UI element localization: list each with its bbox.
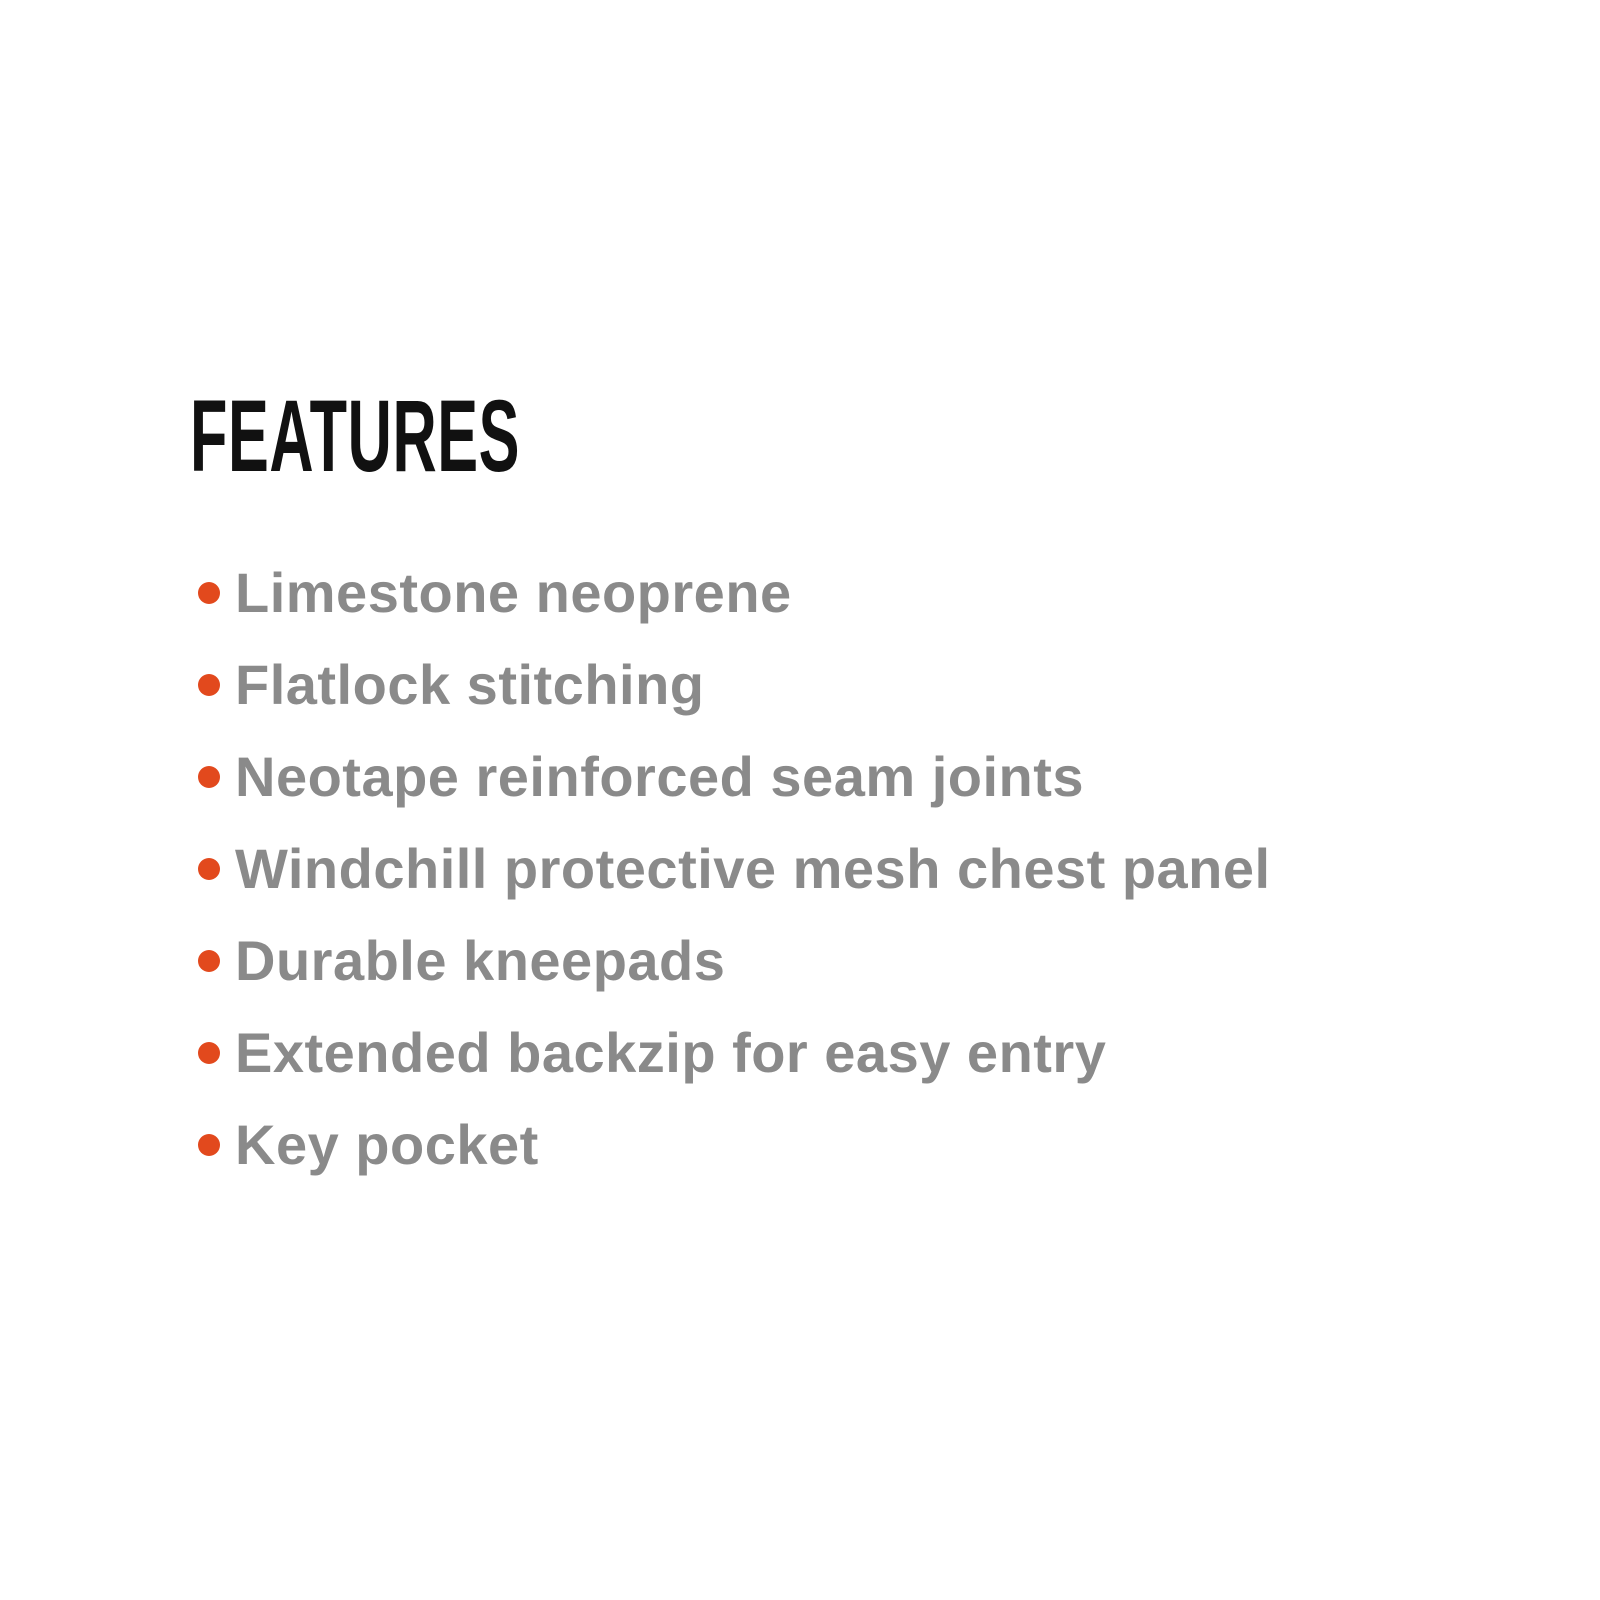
list-item [190, 730, 1271, 822]
list-item [190, 1006, 1271, 1098]
bullet-dot-icon [198, 1042, 220, 1064]
bullet-dot-icon [198, 1134, 220, 1156]
list-item [190, 1098, 1271, 1190]
feature-text: Limestone neoprene [235, 560, 792, 624]
bullet-dot-icon [198, 858, 220, 880]
features-heading: FEATURES [190, 379, 521, 493]
features-list [190, 546, 1271, 1190]
feature-text: Extended backzip for easy entry [235, 1020, 1107, 1084]
feature-text: Flatlock stitching [235, 652, 705, 716]
bullet-dot-icon [198, 582, 220, 604]
list-item [190, 638, 1271, 730]
feature-text: Key pocket [235, 1112, 539, 1176]
feature-text: Durable kneepads [235, 928, 726, 992]
bullet-dot-icon [198, 674, 220, 696]
list-item [190, 822, 1271, 914]
bullet-dot-icon [198, 950, 220, 972]
list-item [190, 546, 1271, 638]
bullet-dot-icon [198, 766, 220, 788]
feature-text: Windchill protective mesh chest panel [235, 836, 1271, 900]
list-item [190, 914, 1271, 1006]
feature-text: Neotape reinforced seam joints [235, 744, 1085, 808]
